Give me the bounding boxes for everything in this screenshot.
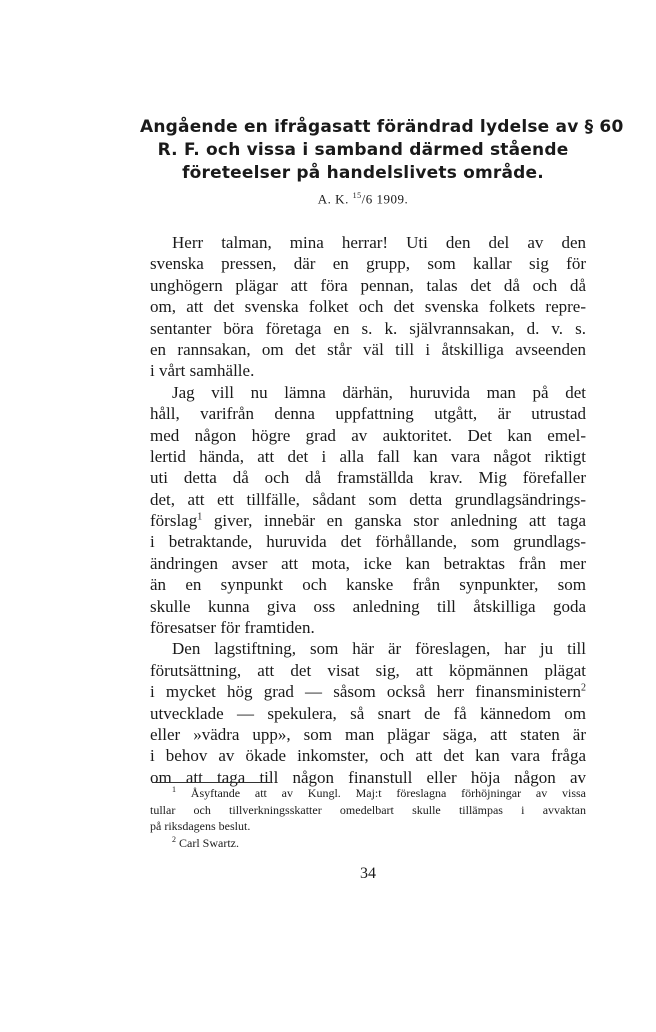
text-line: Jag vill nu lämna därhän, huruvida man på det xyxy=(172,382,586,402)
page-number: 34 xyxy=(360,865,376,882)
text-fragment: förslag xyxy=(150,511,198,531)
text-line: i vårt samhälle. xyxy=(150,361,255,381)
text-line: unghögern plägar att föra pennan, talas det då och då xyxy=(150,275,586,295)
text-fragment: i mycket hög grad — såsom också herr finansministern xyxy=(150,682,581,702)
text-line: utvecklade — spekulera, så snart de få kännedom om xyxy=(150,703,586,723)
heading-line-1: Angående en ifrågasatt förändrad lydelse av § 60 xyxy=(140,117,624,137)
text-line: håll, varifrån denna uppfattning utgått, är utrustad xyxy=(150,404,586,424)
footnote-2-marker: 2 xyxy=(172,834,176,844)
text-line: skulle kunna giva oss anledning till åtskilliga goda xyxy=(150,596,586,616)
footnote-1-marker: 1 xyxy=(172,785,176,794)
text-line: om, att det svenska folket och det svenska folkets repre- xyxy=(150,297,586,317)
footnote-1-text: Åsyftande att av Kungl. Maj:t föreslagna förhöjningar av vissa xyxy=(176,786,586,800)
footnote-1-line: tullar och tillverkningsskatter omedelbart skulle tillämpas i avvaktan xyxy=(150,802,586,817)
footnote-2-text: Carl Swartz. xyxy=(176,835,239,850)
text-line: eller »vädra upp», som man plägar säga, att staten är xyxy=(150,724,586,744)
dateline-prefix: A. K. xyxy=(317,191,353,207)
footnotes xyxy=(150,785,586,851)
footnote-1-line: på riksdagens beslut. xyxy=(150,819,251,833)
text-fragment: giver, innebär en ganska stor anledning att taga xyxy=(202,511,586,531)
text-line: Herr talman, mina herrar! Uti den del av den xyxy=(172,233,586,252)
dateline-year: 1909. xyxy=(372,191,409,207)
text-line: uti detta då och då framställda krav. Mig förefaller xyxy=(150,468,586,488)
footnote-reference-2: 2 xyxy=(581,682,586,694)
footnote-1-line xyxy=(150,785,586,802)
text-line: Den lagstiftning, som här är föreslagen, har ju till xyxy=(172,639,586,659)
dateline-month: /6 xyxy=(361,191,373,207)
text-line: förutsättning, att det visat sig, att köpmännen plägat xyxy=(150,660,586,680)
footnote-divider xyxy=(152,782,270,783)
text-line: än en synpunkt och kanske från synpunkter, som xyxy=(150,575,586,595)
footnote-2-line xyxy=(150,835,586,852)
text-line: det, att ett tillfälle, sådant som detta grundlagsändrings- xyxy=(150,489,586,509)
dateline xyxy=(140,191,586,207)
text-line: om att taga till någon finanstull eller höja någon av xyxy=(150,767,586,787)
heading-line-3: företeelser på handelslivets område. xyxy=(182,163,544,183)
heading-line-2: R. F. och vissa i samband därmed stående xyxy=(157,140,569,160)
text-line: i betraktande, huruvida det förhållande, som grundlags- xyxy=(150,532,586,552)
text-line xyxy=(150,681,586,702)
text-line: i behov av ökade inkomster, och att det kan vara fråga xyxy=(150,746,586,766)
text-line: en rannsakan, om det står väl till i åtskilliga avseenden xyxy=(150,339,586,359)
footnote-reference-1: 1 xyxy=(197,511,203,523)
text-line: sentanter böra företaga en s. k. självrannsakan, d. v. s. xyxy=(150,318,586,338)
text-line: lertid hända, att det i alla fall kan vara något riktigt xyxy=(150,446,586,466)
dateline-day: 15 xyxy=(352,191,362,200)
text-line: svenska pressen, där en grupp, som kallar sig för xyxy=(150,254,586,274)
text-line xyxy=(150,510,586,531)
text-line: ändringen avser att mota, icke kan betraktas från mer xyxy=(150,553,586,573)
chapter-heading xyxy=(140,116,624,185)
text-line: föresatser för framtiden. xyxy=(150,618,315,638)
text-line: med någon högre grad av auktoritet. Det kan emel- xyxy=(150,425,586,445)
body-text xyxy=(150,232,586,788)
